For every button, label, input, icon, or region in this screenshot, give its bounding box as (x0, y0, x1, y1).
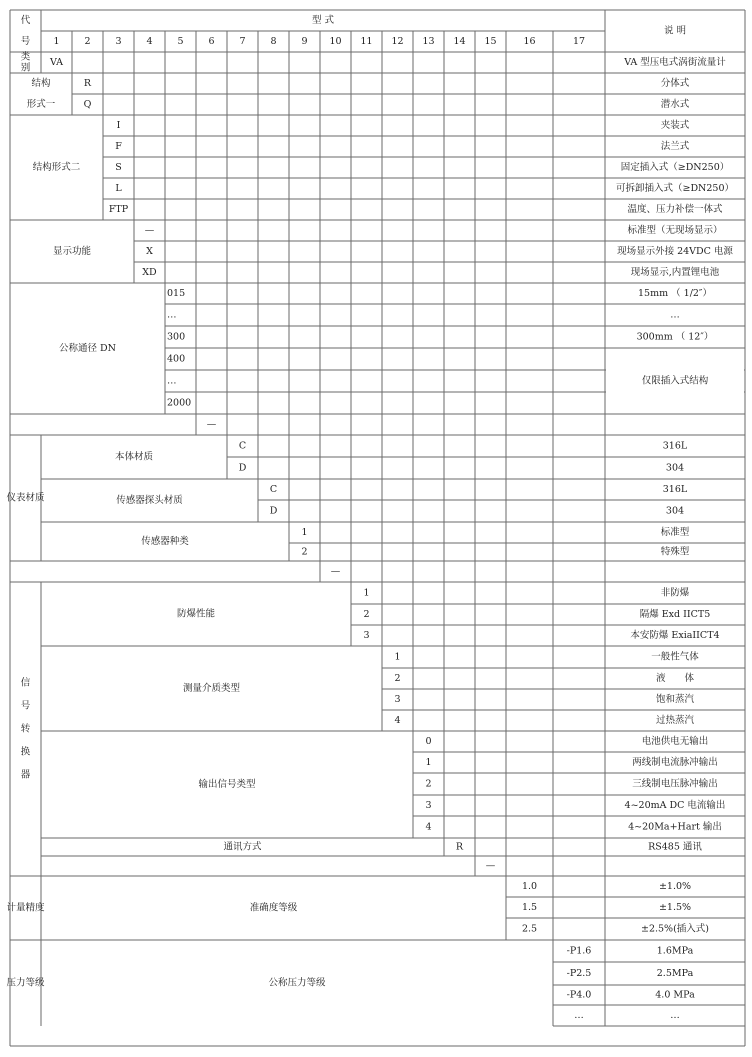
description-cell: 夹装式 (660, 120, 690, 131)
code-cell: R (83, 78, 92, 89)
code-cell: — (144, 225, 155, 236)
code-cell: … (167, 375, 177, 387)
description-cell: 15mm （ 1/2″） (638, 288, 712, 299)
group-label: 信 (20, 677, 31, 689)
code-cell: 015 (167, 288, 186, 299)
code-cell: Q (83, 99, 92, 110)
code-cell: -P2.5 (566, 968, 592, 979)
header-position: 12 (391, 36, 404, 47)
header-position: 16 (523, 36, 536, 47)
description-cell: 一般性气体 (651, 651, 699, 663)
description-cell: ±2.5%(插入式) (640, 923, 710, 935)
sub-group-label: 传感器探头材质 (116, 495, 183, 506)
code-cell: 2000 (167, 397, 192, 409)
group-label: 压力等级 (6, 977, 45, 989)
code-cell: 400 (167, 353, 186, 365)
code-cell: FTP (108, 204, 129, 215)
description-cell: ±1.0% (658, 881, 692, 892)
header-position: 8 (270, 36, 277, 47)
header-position: 10 (329, 36, 342, 47)
code-cell: -P1.6 (566, 945, 592, 957)
header-position: 7 (239, 36, 246, 47)
code-cell: 2 (301, 546, 308, 558)
group-label: 形式一 (26, 99, 56, 110)
description-cell: 2.5MPa (656, 968, 694, 979)
description-cell: 三线制电压脉冲输出 (632, 778, 718, 790)
code-cell: R (455, 841, 464, 853)
header-position: 1 (53, 36, 60, 47)
header-position: 5 (177, 36, 184, 47)
description-cell: 4~20mA DC 电流输出 (624, 800, 726, 811)
header-position: 3 (115, 36, 122, 47)
description-cell: 饱和蒸汽 (655, 694, 695, 705)
header-position: 4 (146, 36, 153, 47)
group-label: 计量精度 (6, 902, 45, 914)
code-cell: I (116, 120, 121, 131)
group-label: 类 (20, 51, 31, 63)
code-cell: D (269, 505, 278, 517)
description-cell: ±1.5% (658, 902, 692, 913)
code-cell: 3 (425, 800, 432, 811)
description-cell: 现场显示,内置锂电池 (630, 267, 720, 278)
sub-group-label: 输出信号类型 (198, 779, 256, 790)
description-cell: 本安防爆 ExiaIICT4 (630, 630, 720, 641)
code-cell: C (238, 440, 247, 452)
description-cell: 316L (662, 440, 688, 452)
description-cell: 现场显示外接 24VDC 电源 (617, 246, 733, 257)
code-cell: 1 (425, 757, 432, 768)
code-cell: 3 (363, 630, 370, 641)
header-type-label: 型 式 (311, 15, 335, 26)
group-label: 结构 (31, 78, 51, 89)
group-label: 结构形式二 (32, 162, 81, 173)
description-cell: … (670, 1010, 680, 1021)
code-cell: 300 (167, 331, 186, 343)
header-position: 17 (572, 36, 586, 47)
description-cell: 非防爆 (660, 587, 690, 599)
code-cell: -P4.0 (566, 989, 592, 1001)
header-position: 13 (422, 36, 435, 47)
description-cell: 法兰式 (660, 141, 690, 152)
header-position: 2 (84, 36, 91, 47)
code-cell: 2 (363, 609, 370, 620)
description-cell: 标准型 (660, 527, 690, 538)
header-position: 9 (301, 36, 308, 47)
description-cell: … (670, 309, 680, 321)
group-label: 别 (20, 62, 31, 74)
header-code-label: 代 (20, 15, 31, 26)
code-cell: 0 (425, 736, 432, 747)
description-cell: 隔爆 Exd IICT5 (639, 609, 711, 620)
sub-group-label: 本体材质 (114, 451, 154, 463)
description-cell: 固定插入式（≥DN250） (620, 162, 730, 173)
code-cell: L (115, 183, 122, 194)
header-position: 14 (453, 36, 466, 47)
description-cell: 1.6MPa (656, 945, 694, 957)
code-cell: 2.5 (521, 923, 538, 935)
description-cell: 温度、压力补偿一体式 (627, 204, 723, 215)
code-cell: 4 (425, 821, 432, 833)
description-cell: 过热蒸汽 (655, 715, 695, 726)
code-cell: — (206, 419, 217, 430)
code-cell: S (115, 162, 122, 173)
code-cell: … (167, 309, 177, 321)
header-position: 6 (208, 36, 215, 47)
code-cell: 3 (394, 694, 401, 705)
description-cell: VA 型压电式涡街流量计 (624, 57, 726, 68)
description-cell: 液 体 (655, 673, 695, 684)
description-cell: 304 (665, 505, 685, 517)
description-cell: 仅限插入式结构 (641, 375, 709, 387)
code-cell: — (330, 566, 341, 577)
code-cell: … (574, 1010, 584, 1021)
description-cell: 标准型（无现场显示） (627, 225, 723, 236)
code-cell: D (238, 462, 247, 474)
code-cell: X (146, 246, 153, 257)
description-cell: 4~20Ma+Hart 输出 (628, 821, 722, 833)
description-cell: 两线制电流脉冲输出 (632, 757, 718, 768)
code-cell: F (115, 141, 122, 152)
code-cell: 4 (394, 715, 401, 726)
description-cell: 304 (665, 462, 685, 474)
header-code-label: 号 (20, 36, 31, 47)
sub-group-label: 测量介质类型 (182, 683, 241, 694)
sub-group-label: 准确度等级 (249, 902, 298, 914)
group-label: 号 (20, 700, 31, 712)
description-cell: 电池供电无输出 (641, 736, 709, 747)
group-label: 仪表材质 (6, 492, 45, 504)
code-cell: 2 (394, 673, 401, 684)
description-cell: RS485 通讯 (648, 841, 702, 853)
description-cell: 316L (662, 484, 688, 495)
code-cell: 1.0 (521, 881, 538, 892)
code-cell: VA (49, 57, 64, 68)
description-cell: 潜水式 (660, 99, 690, 110)
header-desc-label: 说 明 (663, 25, 687, 37)
group-label: 公称通径 DN (59, 343, 116, 354)
sub-group-label: 公称压力等级 (268, 977, 326, 989)
description-cell: 4.0 MPa (655, 989, 695, 1001)
code-cell: — (485, 860, 496, 872)
code-cell: 1 (394, 651, 401, 663)
group-label: 转 (20, 723, 31, 735)
sub-group-label: 传感器种类 (141, 536, 189, 547)
code-cell: 1.5 (521, 902, 538, 913)
code-cell: 1 (301, 527, 308, 538)
description-cell: 300mm （ 12″） (636, 331, 714, 343)
code-cell: 2 (425, 778, 432, 790)
sub-group-label: 防爆性能 (176, 608, 216, 620)
group-label: 换 (20, 746, 31, 758)
group-label: 显示功能 (52, 246, 92, 257)
description-cell: 特殊型 (660, 546, 690, 558)
description-cell: 可拆卸插入式（≥DN250） (615, 183, 735, 194)
header-position: 15 (484, 36, 497, 47)
group-label: 器 (20, 769, 31, 781)
description-cell: 分体式 (660, 78, 690, 89)
code-cell: 1 (363, 587, 370, 599)
header-position: 11 (360, 36, 373, 47)
sub-group-label: 通讯方式 (223, 841, 262, 853)
code-cell: XD (142, 267, 157, 278)
code-cell: C (269, 484, 278, 495)
